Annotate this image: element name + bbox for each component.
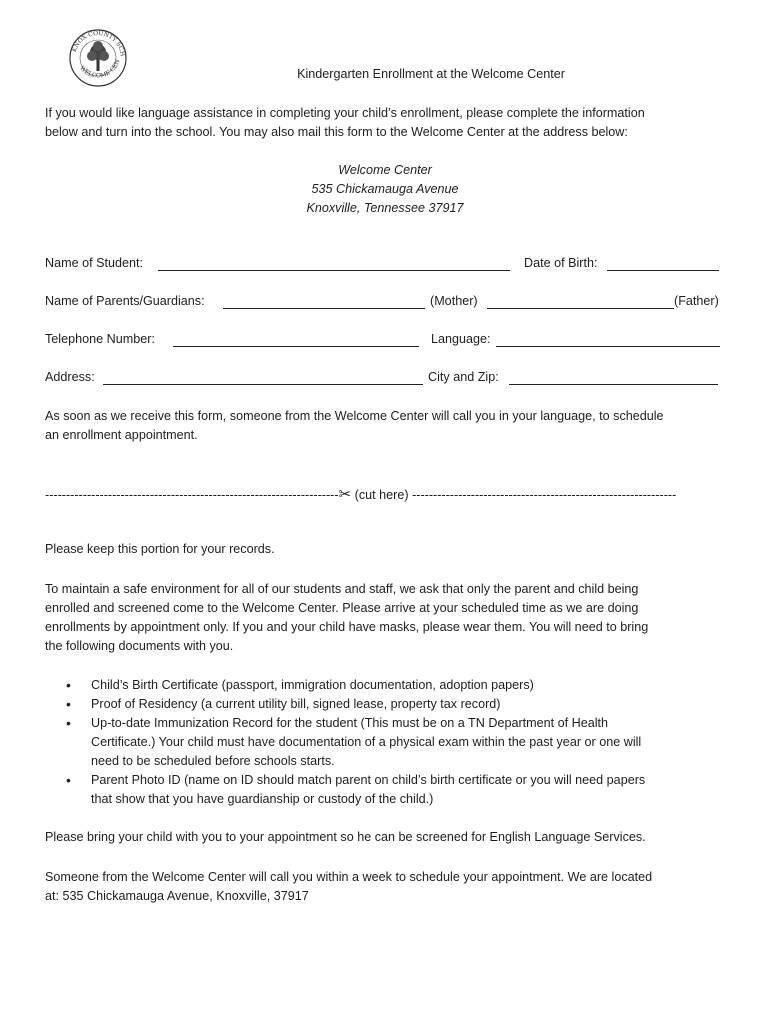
bring-child-text: Please bring your child with you to your appointment so he can be screened for English Language Services.	[45, 830, 646, 844]
list-item-text: that show that you have guardianship or custody of the child.)	[91, 792, 434, 806]
mailing-address	[0, 161, 770, 218]
father-label: (Father)	[674, 294, 719, 308]
list-item-text: • Child’s Birth Certificate (passport, immigration documentation, adoption papers)	[91, 678, 534, 692]
father-name-field[interactable]	[487, 308, 674, 309]
cut-label: (cut here)	[354, 488, 409, 502]
intro-paragraph	[45, 104, 745, 142]
instructions-line: enrollments by appointment only. If you and your child have masks, please wear them. You will need to bring	[45, 620, 649, 634]
address-city: Knoxville, Tennessee 37917	[306, 201, 464, 215]
city-zip-field[interactable]	[509, 384, 718, 385]
closing-paragraph	[45, 868, 745, 906]
language-label: Language:	[431, 332, 491, 346]
parents-label: Name of Parents/Guardians:	[45, 294, 205, 308]
phone-field[interactable]	[173, 346, 419, 347]
svg-text:KNOX COUNTY SCHOOLS: KNOX COUNTY SCH	[70, 29, 127, 57]
closing-line: at: 535 Chickamauga Avenue, Knoxville, 37917	[45, 889, 309, 903]
list-item-text: • Up-to-date Immunization Record for the student (This must be on a TN Department of Health	[91, 716, 609, 730]
address-street: 535 Chickamauga Avenue	[311, 182, 459, 196]
language-field[interactable]	[496, 346, 720, 347]
closing-line: Someone from the Welcome Center will call you within a week to schedule your appointment. We are located	[45, 870, 653, 884]
list-item-text: • Parent Photo ID (name on ID should match parent on child’s birth certificate or you will need papers	[91, 773, 646, 787]
dob-field[interactable]	[607, 270, 719, 271]
followup-paragraph	[45, 407, 745, 445]
student-name-label: Name of Student:	[45, 256, 144, 270]
cut-line	[45, 485, 725, 503]
list-item	[45, 771, 735, 809]
svg-text:WELCOME CENTER: WELCOME CEN	[78, 58, 122, 80]
list-item	[45, 714, 735, 771]
mother-name-field[interactable]	[223, 308, 425, 309]
mother-label: (Mother)	[430, 294, 478, 308]
phone-label: Telephone Number:	[45, 332, 155, 346]
dob-label: Date of Birth:	[524, 256, 598, 270]
cut-dashes-left: ----------------------------------------------------------------------	[45, 488, 339, 502]
page-title: Kindergarten Enrollment at the Welcome Center	[297, 67, 565, 81]
keep-portion-text: Please keep this portion for your records.	[45, 542, 275, 556]
list-item	[45, 695, 735, 714]
address-field[interactable]	[103, 384, 423, 385]
city-zip-label: City and Zip:	[428, 370, 499, 384]
address-name: Welcome Center	[338, 163, 432, 177]
instructions-line: To maintain a safe environment for all of our students and staff, we ask that only the parent and child being	[45, 582, 639, 596]
intro-line: below and turn into the school. You may also mail this form to the Welcome Center at the address below:	[45, 125, 628, 139]
student-name-field[interactable]	[158, 270, 510, 271]
scissors-icon: ✂	[338, 486, 352, 503]
list-item-text: • Proof of Residency (a current utility bill, signed lease, property tax record)	[91, 697, 501, 711]
intro-line: If you would like language assistance in completing your child’s enrollment, please complete the information	[45, 106, 645, 120]
instructions-paragraph	[45, 580, 745, 656]
list-item-text: need to be scheduled before schools starts.	[91, 754, 335, 768]
list-item-text: Certificate.) Your child must have documentation of a physical exam within the past year or one will	[91, 735, 642, 749]
instructions-line: enrolled and screened come to the Welcome Center. Please arrive at your scheduled time as we are doing	[45, 601, 639, 615]
list-item	[45, 676, 735, 695]
required-documents-list	[45, 676, 735, 809]
cut-dashes-right: ---------------------------------------------------------------	[412, 488, 677, 502]
instructions-line: the following documents with you.	[45, 639, 234, 653]
followup-line: an enrollment appointment.	[45, 428, 198, 442]
address-label: Address:	[45, 370, 95, 384]
followup-line: As soon as we receive this form, someone from the Welcome Center will call you in your language, to schedule	[45, 409, 664, 423]
